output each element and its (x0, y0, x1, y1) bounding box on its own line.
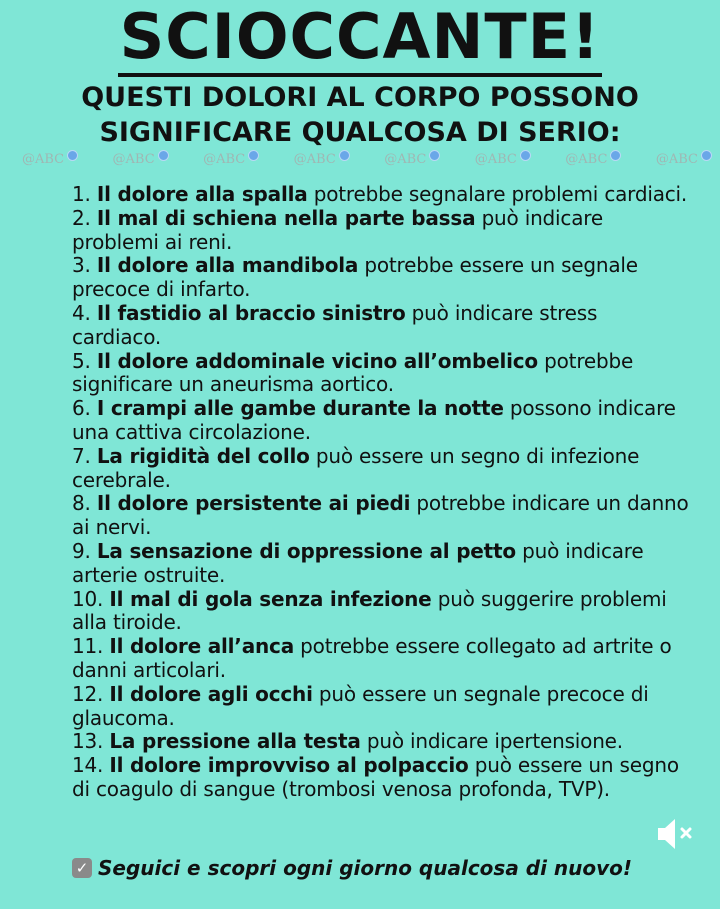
list-item: 12. Il dolore agli occhi può essere un segnale precoce di glaucoma. (72, 681, 649, 730)
verified-badge-icon (158, 150, 169, 161)
list-item: 5. Il dolore addominale vicino all’ombelico potrebbe significare un aneurisma aortico. (72, 348, 634, 397)
verified-badge-icon (520, 150, 531, 161)
list-item: 7. La rigidità del collo può essere un segno di infezione cerebrale. (72, 443, 640, 492)
watermark-row (22, 152, 712, 167)
list-item: 14. Il dolore improvviso al polpaccio può essere un segno di coagulo di sangue (trombosi venosa profonda, TVP). (72, 753, 679, 801)
list-item: 13. La pressione alla testa può indicare ipertensione. (72, 729, 623, 754)
watermark: @ABC (294, 152, 350, 167)
verified-badge-icon (339, 150, 350, 161)
page-title (0, 2, 720, 72)
watermark: @ABC (203, 152, 259, 167)
list-item: 1. Il dolore alla spalla potrebbe segnalare problemi cardiaci. (72, 182, 688, 206)
verified-badge-icon (67, 150, 78, 161)
watermark: @ABC (656, 152, 712, 167)
watermark: @ABC (22, 152, 78, 167)
subtitle-line-1: QUESTI DOLORI AL CORPO POSSONO (81, 82, 639, 113)
watermark: @ABC (113, 152, 169, 167)
verified-badge-icon (429, 150, 440, 161)
watermark: @ABC (475, 152, 531, 167)
list-item: 8. Il dolore persistente ai piedi potrebbe indicare un danno ai nervi. (72, 491, 689, 540)
list-item: 6. I crampi alle gambe durante la notte possono indicare una cattiva circolazione. (72, 396, 676, 444)
list-item: 4. Il fastidio al braccio sinistro può indicare stress cardiaco. (72, 300, 598, 349)
list-item: 10. Il mal di gola senza infezione può suggerire problemi alla tiroide. (72, 586, 667, 635)
list-item: 9. La sensazione di oppressione al petto può indicare arterie ostruite. (72, 538, 644, 587)
footer-cta (72, 855, 692, 881)
list-item: 2. Il mal di schiena nella parte bassa può indicare problemi ai reni. (72, 205, 603, 254)
subtitle-line-2: SIGNIFICARE QUALCOSA DI SERIO: (99, 117, 621, 148)
title-text: SCIOCCANTE! (118, 0, 603, 77)
speaker-muted-icon[interactable] (655, 814, 699, 854)
list-item: 11. Il dolore all’anca potrebbe essere collegato ad artrite o danni articolari. (72, 634, 672, 682)
watermark: @ABC (565, 152, 621, 167)
footer-text: Seguici e scopri ogni giorno qualcosa di nuovo! (98, 856, 633, 880)
watermark: @ABC (384, 152, 440, 167)
verified-badge-icon (701, 150, 712, 161)
verified-badge-icon (610, 150, 621, 161)
subtitle (0, 80, 720, 150)
symptom-list (72, 183, 692, 802)
check-box-icon: ✓ (72, 858, 92, 878)
list-item: 3. Il dolore alla mandibola potrebbe essere un segnale precoce di infarto. (72, 253, 638, 302)
verified-badge-icon (248, 150, 259, 161)
